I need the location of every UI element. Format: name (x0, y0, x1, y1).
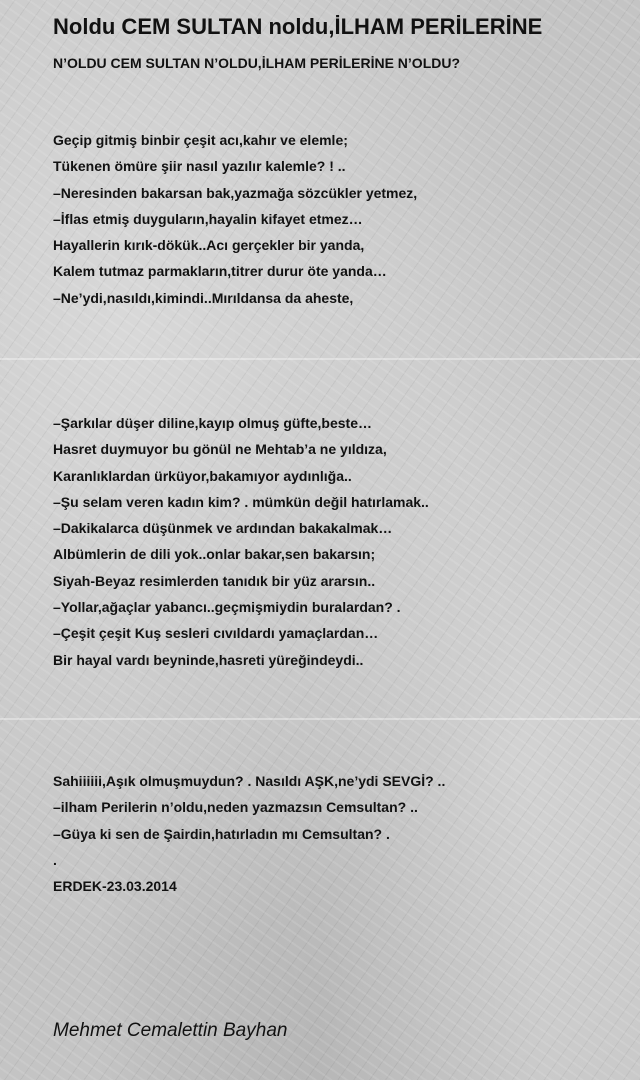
verse-line: –Şu selam veren kadın kim? . mümkün değil hatırlamak.. (53, 493, 429, 510)
verse-line: . (53, 851, 57, 868)
verse-line: Karanlıklardan ürküyor,bakamıyor aydınlığa.. (53, 467, 352, 484)
background-divider (0, 718, 640, 720)
background-divider (0, 358, 640, 360)
verse-line: Geçip gitmiş binbir çeşit acı,kahır ve elemle; (53, 132, 348, 148)
verse-line: Hayallerin kırık-dökük..Acı gerçekler bir yanda, (53, 237, 365, 254)
date-place: ERDEK-23.03.2014 (53, 878, 177, 895)
verse-line: Siyah-Beyaz resimlerden tanıdık bir yüz ararsın.. (53, 572, 376, 589)
poem-title: Noldu CEM SULTAN noldu,İLHAM PERİLERİNE (53, 14, 543, 39)
verse-line: Sahiiiiii,Aşık olmuşmuydun? . Nasıldı AŞK,ne’ydi SEVGİ? .. (53, 773, 446, 789)
poem-subtitle: N’OLDU CEM SULTAN N’OLDU,İLHAM PERİLERİNE N’OLDU? (53, 55, 461, 71)
verse-line: Kalem tutmaz parmakların,titrer durur öte yanda… (53, 263, 387, 280)
verse-line: –Güya ki sen de Şairdin,hatırladın mı Cemsultan? . (53, 825, 390, 842)
verse-line: –Dakikalarca düşünmek ve ardından bakakalmak… (53, 520, 393, 537)
author-signature: Mehmet Cemalettin Bayhan (53, 1020, 288, 1041)
verse-line: –Neresinden bakarsan bak,yazmağa sözcükler yetmez, (53, 184, 418, 201)
verse-line: Bir hayal vardı beyninde,hasreti yüreğindeydi.. (53, 651, 364, 668)
verse-line: –Ne’ydi,nasıldı,kimindi..Mırıldansa da aheste, (53, 289, 354, 306)
verse-line: Albümlerin de dili yok..onlar bakar,sen bakarsın; (53, 546, 376, 563)
stanza-1 (53, 127, 417, 311)
verse-line: –Yollar,ağaçlar yabancı..geçmişmiydin buralardan? . (53, 599, 401, 616)
verse-line: –İflas etmiş duyguların,hayalin kifayet etmez… (53, 210, 363, 227)
verse-line: Tükenen ömüre şiir nasıl yazılır kalemle? ! .. (53, 158, 346, 175)
verse-line: Hasret duymuyor bu gönül ne Mehtab’a ne yıldıza, (53, 441, 387, 458)
stanza-3 (53, 768, 445, 899)
stanza-2 (53, 410, 429, 673)
verse-line: –Şarkılar düşer diline,kayıp olmuş güfte,beste… (53, 415, 372, 431)
verse-line: –ilham Perilerin n’oldu,neden yazmazsın Cemsultan? .. (53, 799, 418, 816)
verse-line: –Çeşit çeşit Kuş sesleri cıvıldardı yamaçlardan… (53, 625, 379, 642)
